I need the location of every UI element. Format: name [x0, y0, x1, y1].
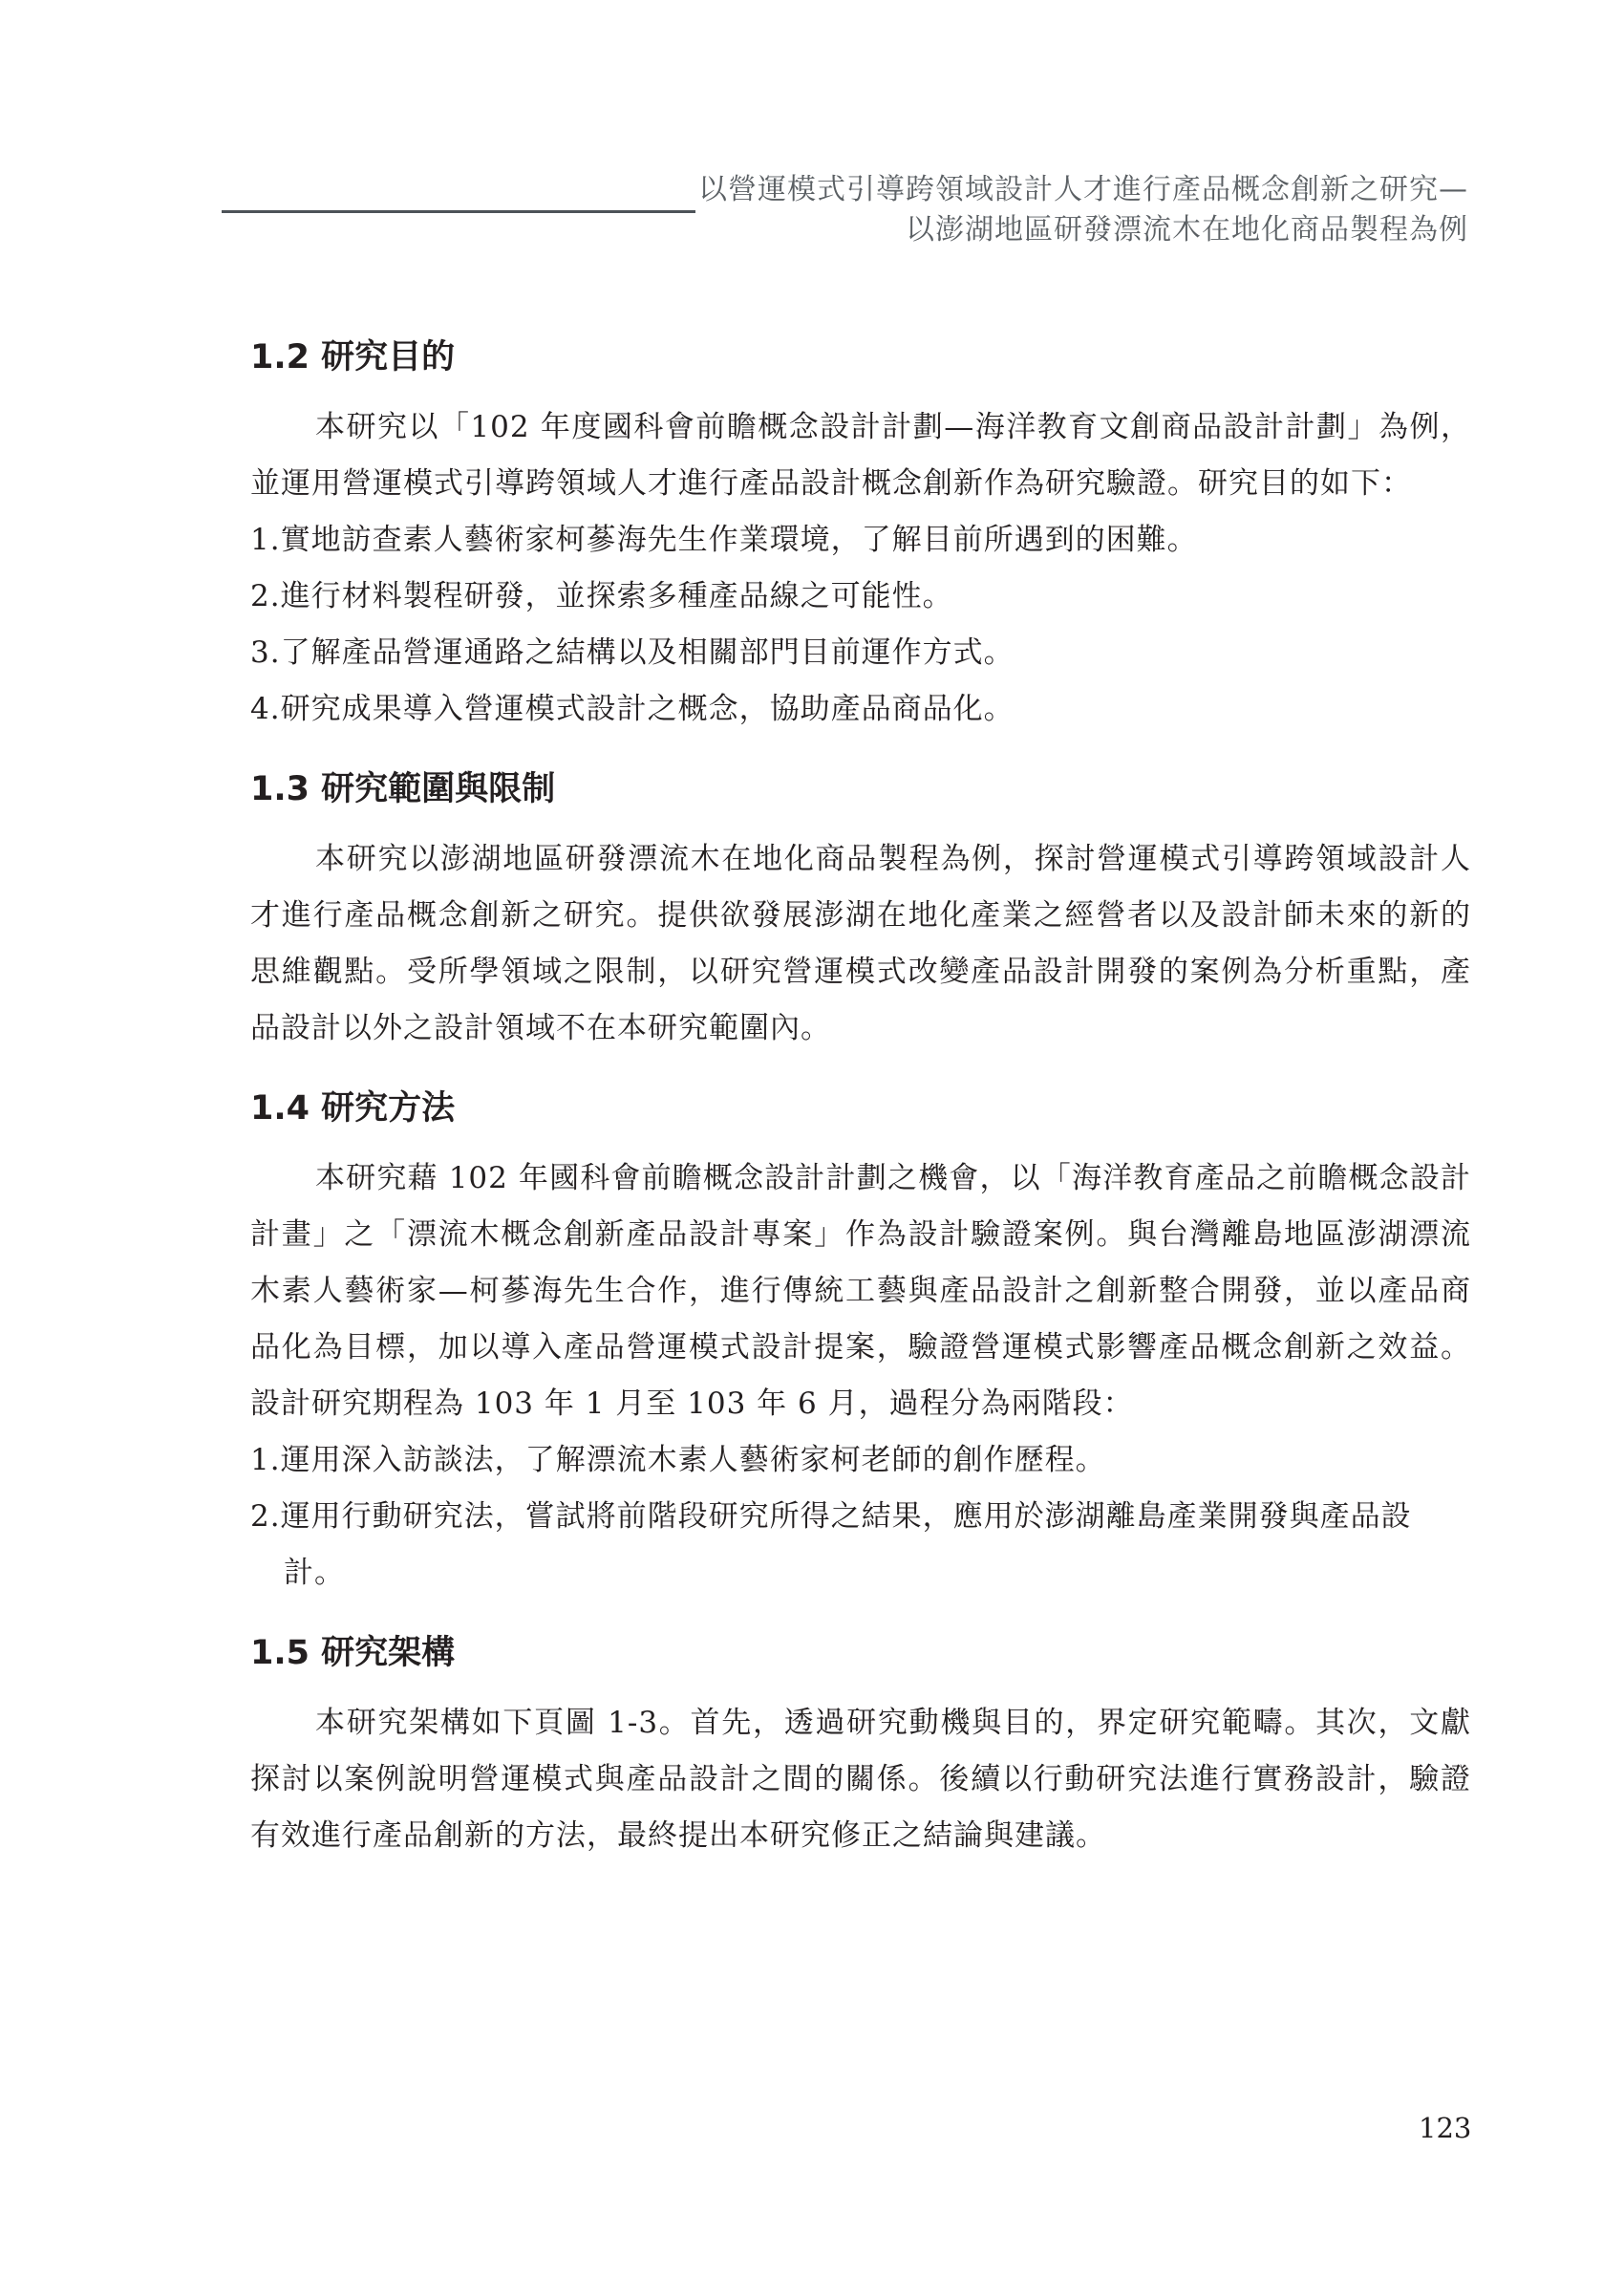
section-research-method	[250, 1087, 1471, 1601]
list-item: 3.了解產品營運通路之結構以及相關部門目前運作方式。	[250, 635, 1015, 670]
purpose-list	[250, 512, 1471, 738]
section-research-framework	[250, 1632, 1471, 1864]
section-scope-limitations	[250, 768, 1471, 1057]
page-number: 123	[1419, 2112, 1472, 2144]
section-paragraph: 本研究以「102 年度國科會前瞻概念設計計劃—海洋教育文創商品設計計劃」為例，並運用營運模式引導跨領域人才進行產品設計概念創新作為研究驗證。研究目的如下：	[250, 410, 1471, 501]
header-rule	[222, 210, 695, 213]
list-item: 1.實地訪查素人藝術家柯蔘海先生作業環境，了解目前所遇到的困難。	[250, 523, 1198, 557]
running-header	[698, 170, 1468, 250]
section-heading: 1.4 研究方法	[250, 1089, 456, 1128]
section-paragraph: 本研究架構如下頁圖 1-3。首先，透過研究動機與目的，界定研究範疇。其次，文獻探討以案例說明營運模式與產品設計之間的關係。後續以行動研究法進行實務設計，驗證有效進行產品創新的方法，最終提出本研究修正之結論與建議。	[250, 1706, 1471, 1853]
list-item: 1.運用深入訪談法，了解漂流木素人藝術家柯老師的創作歷程。	[250, 1443, 1106, 1477]
section-paragraph: 本研究藉 102 年國科會前瞻概念設計計劃之機會，以「海洋教育產品之前瞻概念設計計畫」之「漂流木概念創新產品設計專案」作為設計驗證案例。與台灣離島地區澎湖漂流木素人藝術家—柯蔘海先生合作，進行傳統工藝與產品設計之創新整合開發，並以產品商品化為目標，加以導入產品營運模式設計提案，驗證營運模式影響產品概念創新之效益。設計研究期程為 103 年 1 月至 103 年 6 月，過程分為兩階段：	[250, 1161, 1471, 1421]
section-research-purpose	[250, 336, 1471, 738]
list-item: 2.進行材料製程研發，並探索多種產品線之可能性。	[250, 579, 953, 613]
list-item: 2.運用行動研究法，嘗試將前階段研究所得之結果，應用於澎湖離島產業開發與產品設計。	[250, 1499, 1412, 1590]
page-body	[250, 336, 1471, 1864]
method-list	[250, 1432, 1471, 1601]
section-heading: 1.5 研究架構	[250, 1634, 456, 1672]
running-header-line-1: 以營運模式引導跨領域設計人才進行產品概念創新之研究—	[698, 173, 1468, 206]
list-item: 4.研究成果導入營運模式設計之概念，協助產品商品化。	[250, 692, 1015, 726]
section-heading: 1.2 研究目的	[250, 338, 456, 376]
section-paragraph: 本研究以澎湖地區研發漂流木在地化商品製程為例，探討營運模式引導跨領域設計人才進行產品概念創新之研究。提供欲發展澎湖在地化產業之經營者以及設計師未來的新的思維觀點。受所學領域之限制，以研究營運模式改變產品設計開發的案例為分析重點，產品設計以外之設計領域不在本研究範圍內。	[250, 842, 1471, 1045]
section-heading: 1.3 研究範圍與限制	[250, 770, 556, 808]
running-header-line-2: 以澎湖地區研發漂流木在地化商品製程為例	[906, 213, 1468, 247]
